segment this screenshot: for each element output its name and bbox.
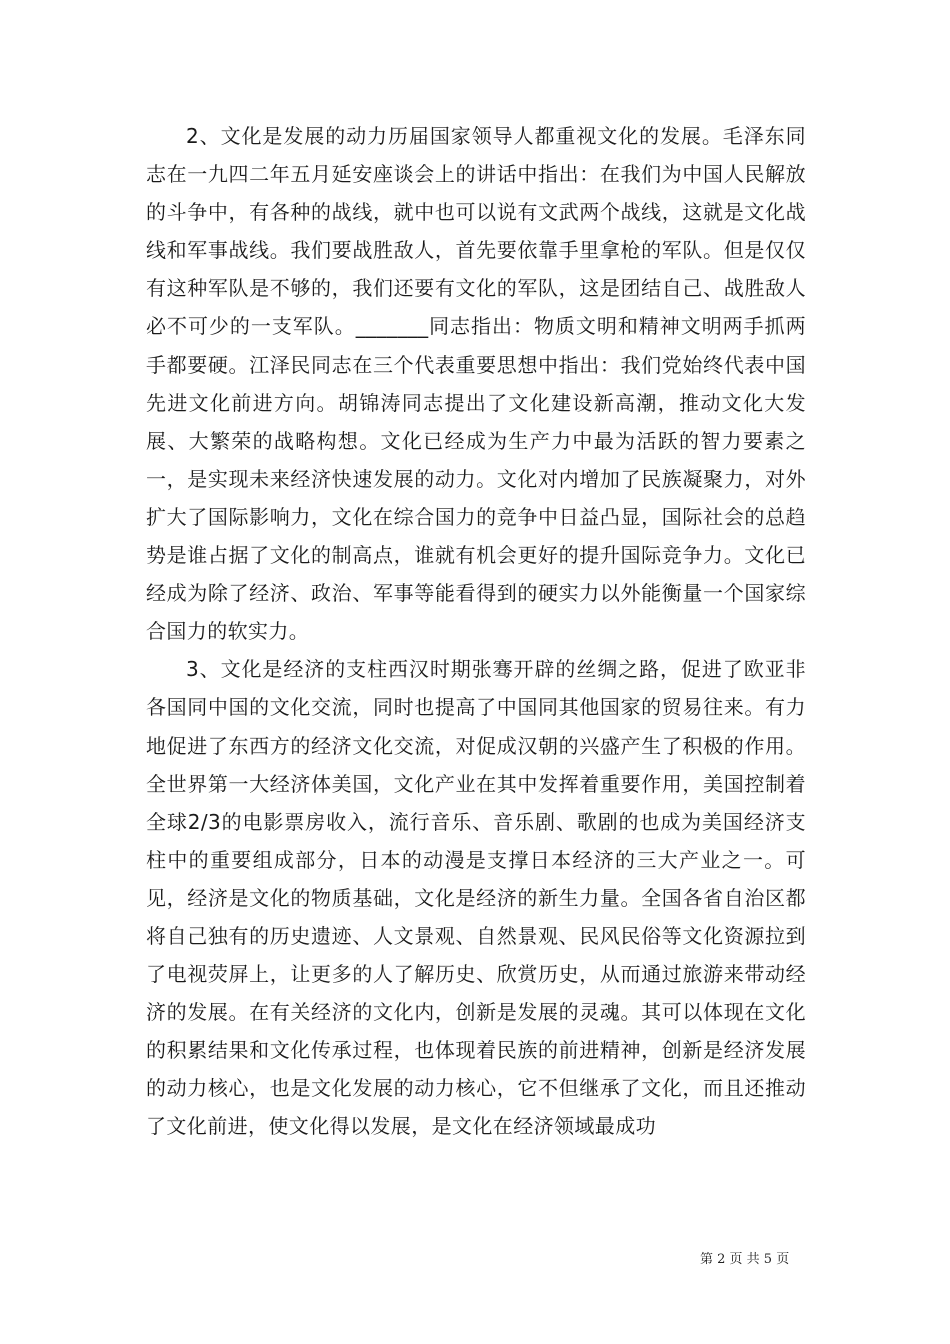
page-number: 第 2 页 共 5 页 [700, 1252, 790, 1267]
document-body [146, 117, 806, 1146]
paragraph-culture-as-economic-pillar: 3、文化是经济的支柱西汉时期张骞开辟的丝绸之路，促进了欧亚非各国同中国的文化交流，同时也提高了中国同其他国家的贸易往来。有力地促进了东西方的经济文化交流，对促成汉朝的兴盛产生了积极的作用。全世界第一大经济体美国，文化产业在其中发挥着重要作用，美国控制着全球2/3的电影票房收入，流行音乐、音乐剧、歌剧的也成为美国经济支柱中的重要组成部分，日本的动漫是支撑日本经济的三大产业之一。可见，经济是文化的物质基础，文化是经济的新生力量。全国各省自治区都将自己独有的历史遗迹、人文景观、自然景观、民风民俗等文化资源拉到了电视荧屏上，让更多的人了解历史、欣赏历史，从而通过旅游来带动经济的发展。在有关经济的文化内，创新是发展的灵魂。其可以体现在文化的积累结果和文化传承过程，也体现着民族的前进精神，创新是经济发展的动力核心，也是文化发展的动力核心，它不但继承了文化，而且还推动了文化前进，使文化得以发展，是文化在经济领域最成功 [146, 657, 806, 1139]
paragraph-culture-as-driving-force: 2、文化是发展的动力历届国家领导人都重视文化的发展。毛泽东同志在一九四二年五月延安座谈会上的讲话中指出：在我们为中国人民解放的斗争中，有各种的战线，就中也可以说有文武两个战线，这就是文化战线和军事战线。我们要战胜敌人，首先要依靠手里拿枪的军队。但是仅仅有这种军队是不够的，我们还要有文化的军队，这是团结自己、战胜敌人必不可少的一支军队。_______同志指出：物质文明和精神文明两手抓两手都要硬。江泽民同志在三个代表重要思想中指出：我们党始终代表中国先进文化前进方向。胡锦涛同志提出了文化建设新高潮，推动文化大发展、大繁荣的战略构想。文化已经成为生产力中最为活跃的智力要素之一，是实现未来经济快速发展的动力。文化对内增加了民族凝聚力，对外扩大了国际影响力，文化在综合国力的竞争中日益凸显，国际社会的总趋势是谁占据了文化的制高点，谁就有机会更好的提升国际竞争力。文化已经成为除了经济、政治、军事等能看得到的硬实力以外能衡量一个国家综合国力的软实力。 [146, 124, 806, 644]
